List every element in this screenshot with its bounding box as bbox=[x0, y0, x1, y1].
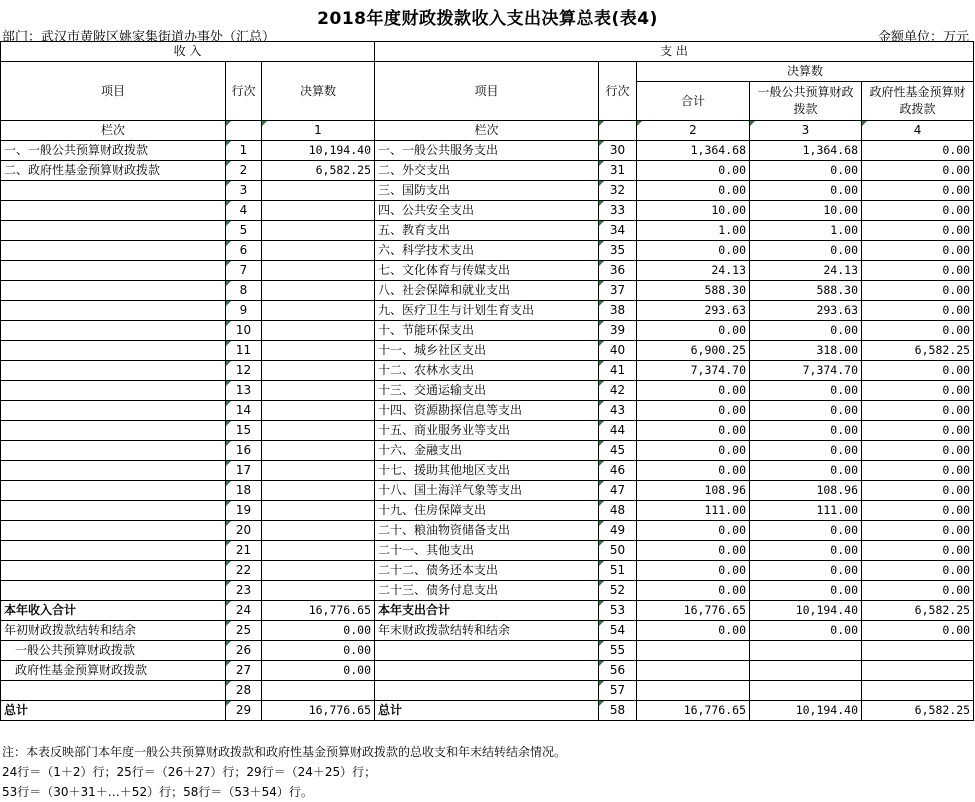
expense-line-no-cell: 41 bbox=[599, 361, 637, 381]
column-index-empty-2 bbox=[599, 121, 637, 141]
expense-item-cell: 三、国防支出 bbox=[375, 181, 599, 201]
expense-total-cell: 0.00 bbox=[637, 161, 750, 181]
expense-item-cell: 二十三、债务付息支出 bbox=[375, 581, 599, 601]
expense-general-cell: 0.00 bbox=[750, 461, 862, 481]
expense-total-cell: 588.30 bbox=[637, 281, 750, 301]
expense-item-cell: 十五、商业服务业等支出 bbox=[375, 421, 599, 441]
income-amount-cell bbox=[262, 361, 375, 381]
expense-fund-cell: 0.00 bbox=[862, 521, 974, 541]
income-line-no-cell: 3 bbox=[226, 181, 262, 201]
income-line-no-cell: 13 bbox=[226, 381, 262, 401]
expense-general-cell: 108.96 bbox=[750, 481, 862, 501]
expense-line-no-cell: 39 bbox=[599, 321, 637, 341]
expense-total-cell: 108.96 bbox=[637, 481, 750, 501]
table-row bbox=[1, 481, 974, 501]
income-item-cell bbox=[1, 401, 226, 421]
expense-item-cell: 四、公共安全支出 bbox=[375, 201, 599, 221]
header-row-labels bbox=[1, 62, 974, 82]
expense-line-no-cell: 40 bbox=[599, 341, 637, 361]
income-item-cell bbox=[1, 501, 226, 521]
expense-fund-cell: 0.00 bbox=[862, 141, 974, 161]
expense-total-cell: 24.13 bbox=[637, 261, 750, 281]
expense-total-cell: 0.00 bbox=[637, 521, 750, 541]
expense-fund-cell: 0.00 bbox=[862, 561, 974, 581]
expense-line-no-cell: 45 bbox=[599, 441, 637, 461]
income-line-no-cell: 18 bbox=[226, 481, 262, 501]
expense-general-cell: 24.13 bbox=[750, 261, 862, 281]
income-amount-cell bbox=[262, 521, 375, 541]
income-line-no-cell: 10 bbox=[226, 321, 262, 341]
table-row bbox=[1, 441, 974, 461]
column-index-row bbox=[1, 121, 974, 141]
income-line-no-cell: 1 bbox=[226, 141, 262, 161]
income-amount-cell bbox=[262, 261, 375, 281]
income-line-no-cell: 2 bbox=[226, 161, 262, 181]
expense-item-cell: 十、节能环保支出 bbox=[375, 321, 599, 341]
expense-general-cell bbox=[750, 681, 862, 701]
income-line-no-cell: 7 bbox=[226, 261, 262, 281]
expense-total-cell: 0.00 bbox=[637, 421, 750, 441]
grand-total-row bbox=[1, 701, 974, 721]
expense-line-no-header: 行次 bbox=[599, 62, 637, 121]
note-line: 24行＝（1＋2）行；25行＝（26＋27）行；29行＝（24＋25）行； bbox=[2, 765, 377, 779]
income-item-cell bbox=[1, 361, 226, 381]
income-line-no-cell: 28 bbox=[226, 681, 262, 701]
income-line-no-cell: 23 bbox=[226, 581, 262, 601]
column-index-1: 1 bbox=[262, 121, 375, 141]
table-row bbox=[1, 341, 974, 361]
table-row bbox=[1, 281, 974, 301]
expense-line-no-cell: 51 bbox=[599, 561, 637, 581]
expense-fund-cell: 6,582.25 bbox=[862, 341, 974, 361]
income-amount-cell bbox=[262, 201, 375, 221]
income-item-cell bbox=[1, 181, 226, 201]
income-item-cell: 一、一般公共预算财政拨款 bbox=[1, 141, 226, 161]
income-amount-cell: 0.00 bbox=[262, 661, 375, 681]
expense-item-header: 项目 bbox=[375, 62, 599, 121]
expense-total-cell: 0.00 bbox=[637, 441, 750, 461]
table-row bbox=[1, 381, 974, 401]
expense-line-no-cell: 48 bbox=[599, 501, 637, 521]
expense-total-cell: 293.63 bbox=[637, 301, 750, 321]
income-amount-cell bbox=[262, 541, 375, 561]
expense-general-cell: 0.00 bbox=[750, 581, 862, 601]
expense-fund-cell: 0.00 bbox=[862, 501, 974, 521]
expense-fund-cell bbox=[862, 661, 974, 681]
expense-total-cell: 1,364.68 bbox=[637, 141, 750, 161]
expense-general-cell: 0.00 bbox=[750, 241, 862, 261]
expense-general-cell: 0.00 bbox=[750, 541, 862, 561]
expense-line-no-cell: 53 bbox=[599, 601, 637, 621]
income-amount-cell: 16,776.65 bbox=[262, 701, 375, 721]
table-row bbox=[1, 421, 974, 441]
expense-item-cell: 本年支出合计 bbox=[375, 601, 599, 621]
carryover-fund-row bbox=[1, 661, 974, 681]
table-row bbox=[1, 141, 974, 161]
expense-item-cell: 一、一般公共服务支出 bbox=[375, 141, 599, 161]
income-line-no-cell: 24 bbox=[226, 601, 262, 621]
expense-general-cell: 10,194.40 bbox=[750, 701, 862, 721]
report-title: 2018年度财政拨款收入支出决算总表(表4) bbox=[317, 9, 658, 29]
income-item-cell bbox=[1, 381, 226, 401]
income-amount-cell bbox=[262, 501, 375, 521]
income-amount-cell bbox=[262, 221, 375, 241]
expense-fund-cell: 6,582.25 bbox=[862, 701, 974, 721]
expense-general-cell: 111.00 bbox=[750, 501, 862, 521]
notes bbox=[2, 742, 566, 802]
expense-item-cell: 八、社会保障和就业支出 bbox=[375, 281, 599, 301]
income-line-no-cell: 22 bbox=[226, 561, 262, 581]
income-amount-cell: 16,776.65 bbox=[262, 601, 375, 621]
income-amount-cell: 0.00 bbox=[262, 641, 375, 661]
year-total-row bbox=[1, 601, 974, 621]
table-row bbox=[1, 201, 974, 221]
income-amount-cell bbox=[262, 561, 375, 581]
expense-line-no-cell: 33 bbox=[599, 201, 637, 221]
unit-label: 金额单位：万元 bbox=[877, 30, 969, 45]
income-item-cell: 总计 bbox=[1, 701, 226, 721]
income-amount-cell bbox=[262, 421, 375, 441]
table-row bbox=[1, 401, 974, 421]
income-amount-cell bbox=[262, 381, 375, 401]
expense-fund-cell: 0.00 bbox=[862, 581, 974, 601]
fund-column-header: 政府性基金预算财政拨款 bbox=[862, 82, 974, 121]
income-line-no-cell: 17 bbox=[226, 461, 262, 481]
income-amount-cell bbox=[262, 341, 375, 361]
income-item-cell bbox=[1, 201, 226, 221]
note-line: 注：本表反映部门本年度一般公共预算财政拨款和政府性基金预算财政拨款的总收支和年末结转结余情况。 bbox=[2, 745, 567, 759]
general-column-header: 一般公共预算财政拨款 bbox=[750, 82, 862, 121]
income-line-no-cell: 4 bbox=[226, 201, 262, 221]
income-amount-cell bbox=[262, 401, 375, 421]
expense-line-no-cell: 50 bbox=[599, 541, 637, 561]
expense-line-no-cell: 58 bbox=[599, 701, 637, 721]
expense-fund-cell: 0.00 bbox=[862, 301, 974, 321]
income-line-no-cell: 29 bbox=[226, 701, 262, 721]
table-row bbox=[1, 301, 974, 321]
expense-general-cell bbox=[750, 641, 862, 661]
table-row bbox=[1, 241, 974, 261]
expense-item-cell: 十六、金融支出 bbox=[375, 441, 599, 461]
income-line-no-header: 行次 bbox=[226, 62, 262, 121]
income-item-cell bbox=[1, 461, 226, 481]
income-amount-cell bbox=[262, 461, 375, 481]
income-line-no-cell: 20 bbox=[226, 521, 262, 541]
expense-item-cell: 十二、农林水支出 bbox=[375, 361, 599, 381]
expense-line-no-cell: 49 bbox=[599, 521, 637, 541]
table-row bbox=[1, 521, 974, 541]
expense-total-cell bbox=[637, 641, 750, 661]
expense-total-cell: 7,374.70 bbox=[637, 361, 750, 381]
expense-line-no-cell: 56 bbox=[599, 661, 637, 681]
expense-item-cell: 五、教育支出 bbox=[375, 221, 599, 241]
table-row bbox=[1, 561, 974, 581]
income-amount-cell bbox=[262, 321, 375, 341]
income-line-no-cell: 6 bbox=[226, 241, 262, 261]
income-amount-cell bbox=[262, 301, 375, 321]
expense-item-cell: 九、医疗卫生与计划生育支出 bbox=[375, 301, 599, 321]
expense-line-no-cell: 31 bbox=[599, 161, 637, 181]
table-row bbox=[1, 321, 974, 341]
expense-line-no-cell: 34 bbox=[599, 221, 637, 241]
expense-line-no-cell: 42 bbox=[599, 381, 637, 401]
expense-fund-cell: 0.00 bbox=[862, 321, 974, 341]
income-amount-cell bbox=[262, 281, 375, 301]
expense-total-cell: 111.00 bbox=[637, 501, 750, 521]
expense-total-cell: 0.00 bbox=[637, 461, 750, 481]
expense-general-cell: 1.00 bbox=[750, 221, 862, 241]
expense-fund-cell: 0.00 bbox=[862, 261, 974, 281]
expense-fund-cell: 0.00 bbox=[862, 401, 974, 421]
table-row bbox=[1, 221, 974, 241]
income-line-no-cell: 16 bbox=[226, 441, 262, 461]
expense-fund-cell: 0.00 bbox=[862, 201, 974, 221]
expense-general-cell: 0.00 bbox=[750, 441, 862, 461]
income-item-cell bbox=[1, 581, 226, 601]
expense-total-cell: 0.00 bbox=[637, 581, 750, 601]
income-item-cell bbox=[1, 301, 226, 321]
column-index-3: 3 bbox=[750, 121, 862, 141]
expense-general-cell: 0.00 bbox=[750, 401, 862, 421]
income-line-no-cell: 26 bbox=[226, 641, 262, 661]
table-row bbox=[1, 541, 974, 561]
income-amount-cell: 0.00 bbox=[262, 621, 375, 641]
income-line-no-cell: 19 bbox=[226, 501, 262, 521]
expense-fund-cell: 0.00 bbox=[862, 441, 974, 461]
final-amount-group-header: 决算数 bbox=[637, 62, 974, 82]
expense-total-cell: 0.00 bbox=[637, 181, 750, 201]
expense-total-cell bbox=[637, 661, 750, 681]
income-item-cell: 年初财政拨款结转和结余 bbox=[1, 621, 226, 641]
income-item-cell bbox=[1, 421, 226, 441]
income-item-cell bbox=[1, 261, 226, 281]
income-amount-cell bbox=[262, 681, 375, 701]
income-amount-cell: 10,194.40 bbox=[262, 141, 375, 161]
expense-fund-cell: 0.00 bbox=[862, 381, 974, 401]
expense-total-cell: 1.00 bbox=[637, 221, 750, 241]
income-section-header: 收 入 bbox=[1, 42, 375, 62]
expense-line-no-cell: 38 bbox=[599, 301, 637, 321]
expense-item-cell: 二十一、其他支出 bbox=[375, 541, 599, 561]
expense-line-no-cell: 46 bbox=[599, 461, 637, 481]
income-item-cell bbox=[1, 281, 226, 301]
expense-general-cell: 0.00 bbox=[750, 621, 862, 641]
expense-general-cell: 0.00 bbox=[750, 181, 862, 201]
column-index-4: 4 bbox=[862, 121, 974, 141]
expense-line-no-cell: 54 bbox=[599, 621, 637, 641]
income-item-cell bbox=[1, 221, 226, 241]
column-index-empty bbox=[226, 121, 262, 141]
expense-fund-cell: 0.00 bbox=[862, 541, 974, 561]
table-body bbox=[1, 141, 974, 721]
header-row-sections bbox=[1, 42, 974, 62]
expense-total-cell: 0.00 bbox=[637, 381, 750, 401]
expense-total-cell: 0.00 bbox=[637, 621, 750, 641]
expense-line-no-cell: 44 bbox=[599, 421, 637, 441]
expense-fund-cell: 0.00 bbox=[862, 481, 974, 501]
expense-line-no-cell: 57 bbox=[599, 681, 637, 701]
expense-fund-cell: 0.00 bbox=[862, 181, 974, 201]
expense-general-cell bbox=[750, 661, 862, 681]
expense-item-cell bbox=[375, 681, 599, 701]
income-item-cell bbox=[1, 321, 226, 341]
expense-general-cell: 0.00 bbox=[750, 161, 862, 181]
expense-total-cell: 10.00 bbox=[637, 201, 750, 221]
expense-item-cell bbox=[375, 661, 599, 681]
income-line-no-cell: 12 bbox=[226, 361, 262, 381]
expense-fund-cell: 0.00 bbox=[862, 161, 974, 181]
expense-line-no-cell: 36 bbox=[599, 261, 637, 281]
expense-item-cell: 二、外交支出 bbox=[375, 161, 599, 181]
income-amount-cell bbox=[262, 481, 375, 501]
expense-item-cell: 十七、援助其他地区支出 bbox=[375, 461, 599, 481]
table-row bbox=[1, 161, 974, 181]
expense-general-cell: 0.00 bbox=[750, 561, 862, 581]
income-item-cell: 本年收入合计 bbox=[1, 601, 226, 621]
income-amount-cell bbox=[262, 181, 375, 201]
expense-line-no-cell: 47 bbox=[599, 481, 637, 501]
table-row bbox=[1, 501, 974, 521]
expense-section-header: 支 出 bbox=[375, 42, 974, 62]
expense-item-cell: 总计 bbox=[375, 701, 599, 721]
expense-general-cell: 7,374.70 bbox=[750, 361, 862, 381]
column-index-2: 2 bbox=[637, 121, 750, 141]
expense-fund-cell: 0.00 bbox=[862, 361, 974, 381]
income-amount-cell bbox=[262, 581, 375, 601]
income-item-cell bbox=[1, 521, 226, 541]
table-row bbox=[1, 261, 974, 281]
total-column-header: 合计 bbox=[637, 82, 750, 121]
budget-table bbox=[0, 41, 974, 721]
income-amount-cell: 6,582.25 bbox=[262, 161, 375, 181]
income-item-cell bbox=[1, 561, 226, 581]
income-amount-header: 决算数 bbox=[262, 62, 375, 121]
expense-fund-cell: 0.00 bbox=[862, 461, 974, 481]
expense-fund-cell: 0.00 bbox=[862, 421, 974, 441]
expense-total-cell: 0.00 bbox=[637, 401, 750, 421]
blank-row bbox=[1, 681, 974, 701]
expense-general-cell: 10.00 bbox=[750, 201, 862, 221]
expense-fund-cell bbox=[862, 681, 974, 701]
expense-item-cell: 十九、住房保障支出 bbox=[375, 501, 599, 521]
income-line-no-cell: 15 bbox=[226, 421, 262, 441]
expense-total-cell bbox=[637, 681, 750, 701]
income-amount-cell bbox=[262, 241, 375, 261]
income-item-cell bbox=[1, 241, 226, 261]
income-line-no-cell: 14 bbox=[226, 401, 262, 421]
income-item-cell bbox=[1, 541, 226, 561]
income-item-cell: 二、政府性基金预算财政拨款 bbox=[1, 161, 226, 181]
expense-fund-cell: 0.00 bbox=[862, 621, 974, 641]
note-line: 53行＝（30＋31＋…＋52）行；58行＝（53＋54）行。 bbox=[2, 785, 313, 799]
expense-fund-cell: 6,582.25 bbox=[862, 601, 974, 621]
carryover-general-row bbox=[1, 641, 974, 661]
expense-item-cell: 七、文化体育与传媒支出 bbox=[375, 261, 599, 281]
expense-item-cell: 六、科学技术支出 bbox=[375, 241, 599, 261]
income-line-no-cell: 27 bbox=[226, 661, 262, 681]
income-item-header: 项目 bbox=[1, 62, 226, 121]
expense-line-no-cell: 43 bbox=[599, 401, 637, 421]
income-line-no-cell: 25 bbox=[226, 621, 262, 641]
expense-total-cell: 0.00 bbox=[637, 541, 750, 561]
expense-fund-cell: 0.00 bbox=[862, 281, 974, 301]
expense-general-cell: 0.00 bbox=[750, 521, 862, 541]
expense-line-no-cell: 32 bbox=[599, 181, 637, 201]
expense-item-cell bbox=[375, 641, 599, 661]
expense-fund-cell: 0.00 bbox=[862, 221, 974, 241]
expense-total-cell: 6,900.25 bbox=[637, 341, 750, 361]
expense-fund-cell bbox=[862, 641, 974, 661]
table-row bbox=[1, 361, 974, 381]
column-index-label-2: 栏次 bbox=[375, 121, 599, 141]
expense-item-cell: 十一、城乡社区支出 bbox=[375, 341, 599, 361]
expense-total-cell: 0.00 bbox=[637, 241, 750, 261]
income-line-no-cell: 8 bbox=[226, 281, 262, 301]
carryover-row bbox=[1, 621, 974, 641]
expense-general-cell: 0.00 bbox=[750, 421, 862, 441]
expense-total-cell: 0.00 bbox=[637, 561, 750, 581]
expense-general-cell: 318.00 bbox=[750, 341, 862, 361]
income-item-cell: 政府性基金预算财政拨款 bbox=[1, 661, 226, 681]
income-item-cell bbox=[1, 681, 226, 701]
expense-item-cell: 十八、国土海洋气象等支出 bbox=[375, 481, 599, 501]
expense-general-cell: 0.00 bbox=[750, 381, 862, 401]
expense-item-cell: 十四、资源勘探信息等支出 bbox=[375, 401, 599, 421]
department-label: 部门：武汉市黄陂区姚家集街道办事处（汇总） bbox=[2, 30, 276, 45]
expense-line-no-cell: 30 bbox=[599, 141, 637, 161]
expense-item-cell: 二十二、债务还本支出 bbox=[375, 561, 599, 581]
expense-line-no-cell: 55 bbox=[599, 641, 637, 661]
expense-general-cell: 1,364.68 bbox=[750, 141, 862, 161]
expense-general-cell: 10,194.40 bbox=[750, 601, 862, 621]
income-item-cell bbox=[1, 341, 226, 361]
income-item-cell bbox=[1, 481, 226, 501]
expense-item-cell: 二十、粮油物资储备支出 bbox=[375, 521, 599, 541]
expense-item-cell: 十三、交通运输支出 bbox=[375, 381, 599, 401]
expense-general-cell: 588.30 bbox=[750, 281, 862, 301]
column-index-label: 栏次 bbox=[1, 121, 226, 141]
income-item-cell: 一般公共预算财政拨款 bbox=[1, 641, 226, 661]
income-line-no-cell: 11 bbox=[226, 341, 262, 361]
income-line-no-cell: 5 bbox=[226, 221, 262, 241]
expense-total-cell: 16,776.65 bbox=[637, 701, 750, 721]
expense-line-no-cell: 37 bbox=[599, 281, 637, 301]
expense-total-cell: 16,776.65 bbox=[637, 601, 750, 621]
income-line-no-cell: 21 bbox=[226, 541, 262, 561]
table-row bbox=[1, 581, 974, 601]
expense-total-cell: 0.00 bbox=[637, 321, 750, 341]
table-row bbox=[1, 461, 974, 481]
expense-general-cell: 293.63 bbox=[750, 301, 862, 321]
expense-item-cell: 年末财政拨款结转和结余 bbox=[375, 621, 599, 641]
income-item-cell bbox=[1, 441, 226, 461]
expense-line-no-cell: 52 bbox=[599, 581, 637, 601]
expense-general-cell: 0.00 bbox=[750, 321, 862, 341]
income-amount-cell bbox=[262, 441, 375, 461]
expense-line-no-cell: 35 bbox=[599, 241, 637, 261]
table-row bbox=[1, 181, 974, 201]
income-line-no-cell: 9 bbox=[226, 301, 262, 321]
expense-fund-cell: 0.00 bbox=[862, 241, 974, 261]
